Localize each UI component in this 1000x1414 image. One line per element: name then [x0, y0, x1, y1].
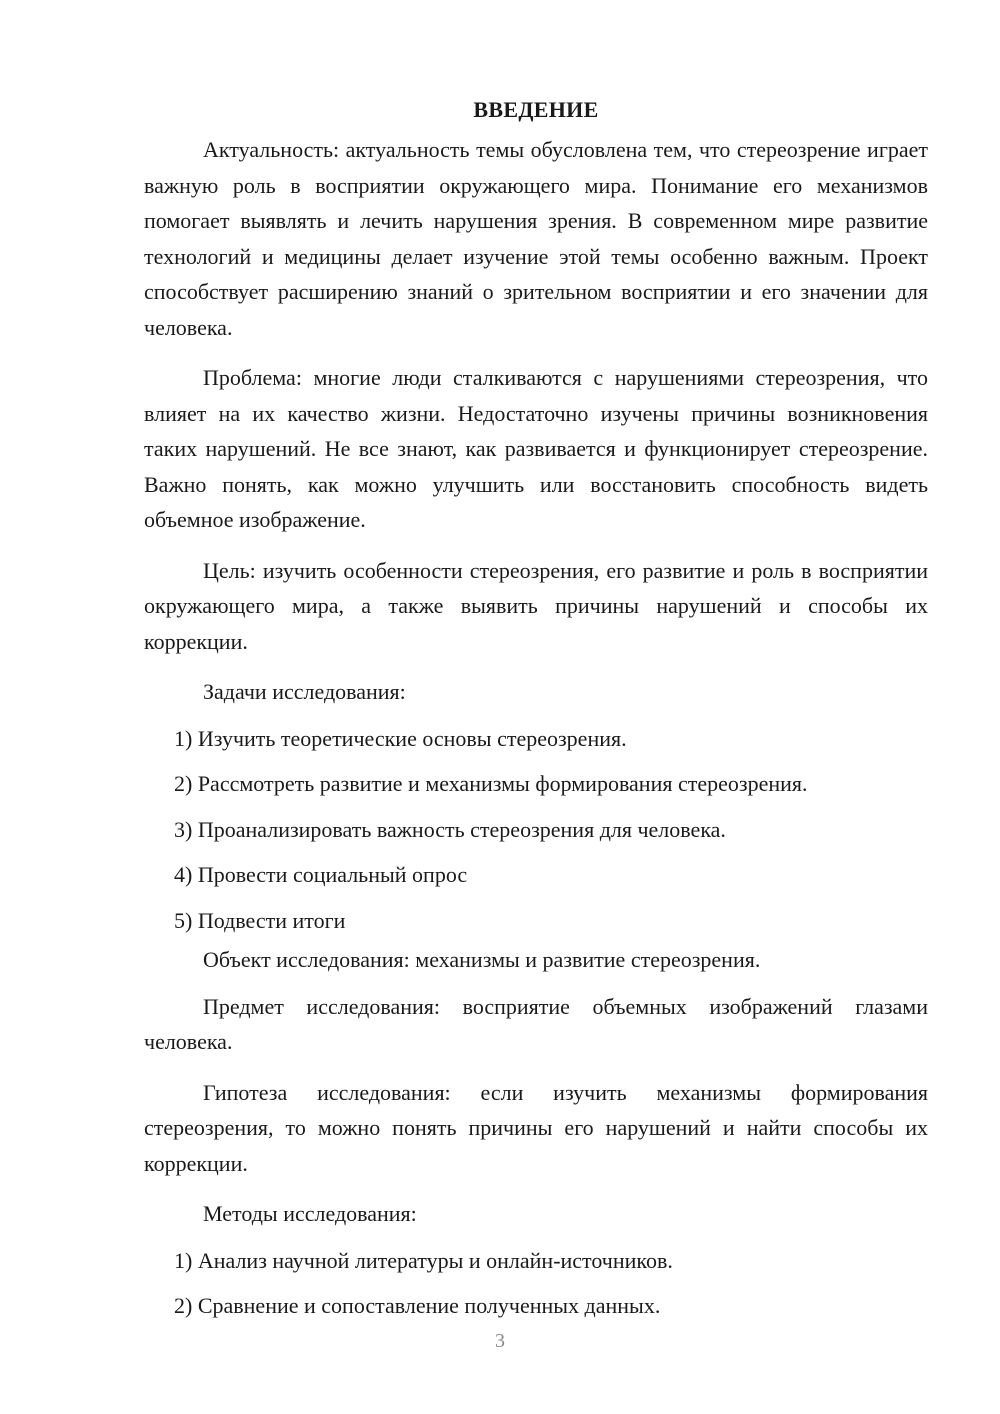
- task-item: 4) Провести социальный опрос: [174, 862, 468, 887]
- task-item: 1) Изучить теоретические основы стереозрения.: [174, 725, 627, 751]
- methods-list: [144, 1243, 928, 1324]
- task-item: 5) Подвести итоги: [174, 907, 346, 933]
- hypothesis-paragraph: Гипотеза исследования: если изучить механизмы формирования стереозрения, то можно понять причины его нарушений и найти способы их коррекции.: [144, 1079, 928, 1176]
- object-paragraph: Объект исследования: механизмы и развитие стереозрения.: [203, 947, 761, 972]
- page-number: 3: [495, 1330, 505, 1352]
- task-item: 3) Проанализировать важность стереозрения для человека.: [174, 816, 726, 842]
- tasks-list: [144, 721, 928, 939]
- task-item: 2) Рассмотреть развитие и механизмы формирования стереозрения.: [174, 771, 808, 796]
- document-body: [144, 92, 928, 1334]
- method-item: 2) Сравнение и сопоставление полученных данных.: [174, 1293, 661, 1318]
- method-item: 1) Анализ научной литературы и онлайн-источников.: [174, 1247, 673, 1273]
- subject-paragraph: Предмет исследования: восприятие объемных изображений глазами человека.: [144, 993, 928, 1054]
- methods-heading: Методы исследования:: [203, 1201, 417, 1226]
- relevance-paragraph: Актуальность: актуальность темы обусловлена тем, что стереозрение играет важную роль в восприятии окружающего мира. Понимание его механизмов помогает выявлять и лечить нарушения зрения. В современном мире развитие технологий и медицины делает изучение этой темы особенно важным. Проект способствует расширению знаний о зрительном восприятии и его значении для человека.: [144, 137, 928, 340]
- problem-paragraph: Проблема: многие люди сталкиваются с нарушениями стереозрения, что влияет на их качество жизни. Недостаточно изучены причины возникновения таких нарушений. Не все знают, как развивается и функционирует стереозрение. Важно понять, как можно улучшить или восстановить способность видеть объемное изображение.: [144, 365, 928, 532]
- tasks-heading: Задачи исследования:: [203, 679, 406, 704]
- goal-paragraph: Цель: изучить особенности стереозрения, его развитие и роль в восприятии окружающего мира, а также выявить причины нарушений и способы их коррекции.: [144, 557, 928, 654]
- section-title: ВВЕДЕНИЕ: [473, 97, 599, 122]
